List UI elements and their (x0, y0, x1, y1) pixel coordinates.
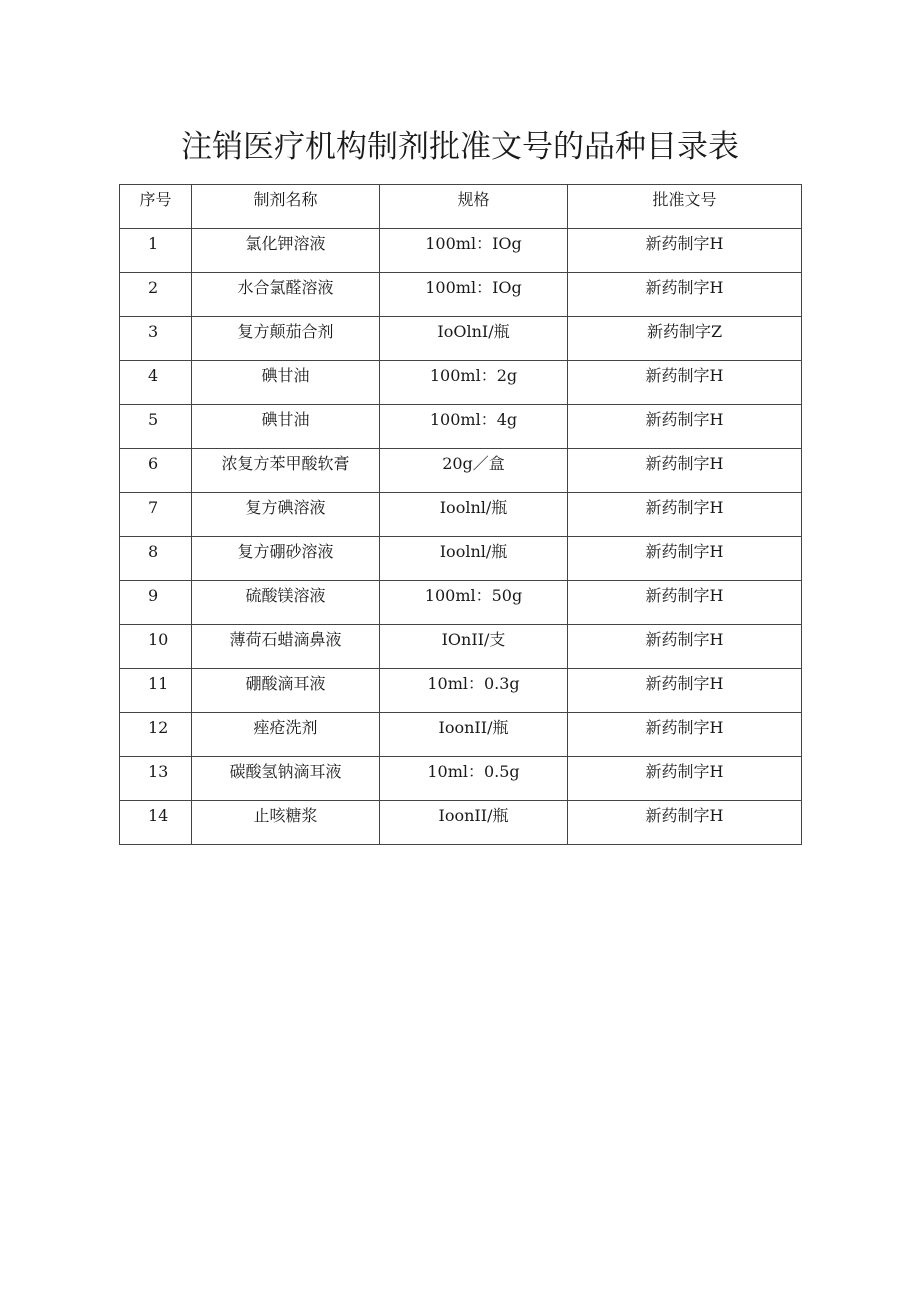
cell-preparation-name: 硫酸镁溶液 (192, 581, 380, 625)
cell-specification: IoonII/瓶 (380, 801, 568, 845)
table-row (120, 317, 802, 361)
cell-approval-number: 新药制字H (568, 537, 802, 581)
cell-preparation-name: 水合氯醛溶液 (192, 273, 380, 317)
table-row (120, 537, 802, 581)
table-row (120, 229, 802, 273)
table-row (120, 405, 802, 449)
cell-specification: 100ml：2g (380, 361, 568, 405)
cell-specification: IoOlnI/瓶 (380, 317, 568, 361)
catalog-table (119, 184, 802, 845)
cell-approval-number: 新药制字H (568, 273, 802, 317)
table-row (120, 449, 802, 493)
cell-serial-number: 5 (120, 405, 192, 449)
cell-preparation-name: 碘甘油 (192, 361, 380, 405)
cell-approval-number: 新药制字H (568, 625, 802, 669)
cell-specification: 100ml：IOg (380, 229, 568, 273)
cell-preparation-name: 碘甘油 (192, 405, 380, 449)
table-header-row (120, 185, 802, 229)
cell-approval-number: 新药制字H (568, 493, 802, 537)
cell-specification: IOnII/支 (380, 625, 568, 669)
cell-specification: 100ml：IOg (380, 273, 568, 317)
table-row (120, 581, 802, 625)
header-specification: 规格 (380, 185, 568, 229)
cell-serial-number: 1 (120, 229, 192, 273)
cell-serial-number: 11 (120, 669, 192, 713)
cell-serial-number: 7 (120, 493, 192, 537)
cell-preparation-name: 碳酸氢钠滴耳液 (192, 757, 380, 801)
header-preparation-name: 制剂名称 (192, 185, 380, 229)
cell-approval-number: 新药制字H (568, 449, 802, 493)
cell-preparation-name: 复方颠茄合剂 (192, 317, 380, 361)
cell-preparation-name: 浓复方苯甲酸软膏 (192, 449, 380, 493)
cell-serial-number: 12 (120, 713, 192, 757)
cell-specification: 100ml：4g (380, 405, 568, 449)
cell-approval-number: 新药制字H (568, 801, 802, 845)
cell-preparation-name: 止咳糖浆 (192, 801, 380, 845)
table-row (120, 669, 802, 713)
table-row (120, 713, 802, 757)
cell-approval-number: 新药制字H (568, 713, 802, 757)
cell-approval-number: 新药制字H (568, 229, 802, 273)
cell-serial-number: 8 (120, 537, 192, 581)
table-row (120, 273, 802, 317)
table-row (120, 493, 802, 537)
cell-preparation-name: 痤疮洗剂 (192, 713, 380, 757)
cell-serial-number: 10 (120, 625, 192, 669)
cell-specification: 20g／盒 (380, 449, 568, 493)
cell-preparation-name: 复方硼砂溶液 (192, 537, 380, 581)
table-body (120, 229, 802, 845)
cell-approval-number: 新药制字H (568, 405, 802, 449)
cell-serial-number: 2 (120, 273, 192, 317)
table-row (120, 361, 802, 405)
cell-preparation-name: 复方碘溶液 (192, 493, 380, 537)
cell-serial-number: 3 (120, 317, 192, 361)
cell-serial-number: 6 (120, 449, 192, 493)
cell-approval-number: 新药制字Z (568, 317, 802, 361)
cell-preparation-name: 薄荷石蜡滴鼻液 (192, 625, 380, 669)
page-title: 注销医疗机构制剂批准文号的品种目录表 (181, 129, 739, 165)
cell-serial-number: 9 (120, 581, 192, 625)
table-row (120, 625, 802, 669)
cell-specification: Ioolnl/瓶 (380, 537, 568, 581)
table-row (120, 757, 802, 801)
cell-specification: IoonII/瓶 (380, 713, 568, 757)
cell-specification: 100ml：50g (380, 581, 568, 625)
cell-serial-number: 14 (120, 801, 192, 845)
header-serial-number: 序号 (120, 185, 192, 229)
cell-specification: 10ml：0.3g (380, 669, 568, 713)
table-row (120, 801, 802, 845)
cell-specification: 10ml：0.5g (380, 757, 568, 801)
cell-approval-number: 新药制字H (568, 669, 802, 713)
cell-preparation-name: 氯化钾溶液 (192, 229, 380, 273)
cell-approval-number: 新药制字H (568, 581, 802, 625)
cell-approval-number: 新药制字H (568, 757, 802, 801)
cell-serial-number: 13 (120, 757, 192, 801)
cell-approval-number: 新药制字H (568, 361, 802, 405)
cell-specification: Ioolnl/瓶 (380, 493, 568, 537)
cell-preparation-name: 硼酸滴耳液 (192, 669, 380, 713)
header-approval-number: 批准文号 (568, 185, 802, 229)
cell-serial-number: 4 (120, 361, 192, 405)
